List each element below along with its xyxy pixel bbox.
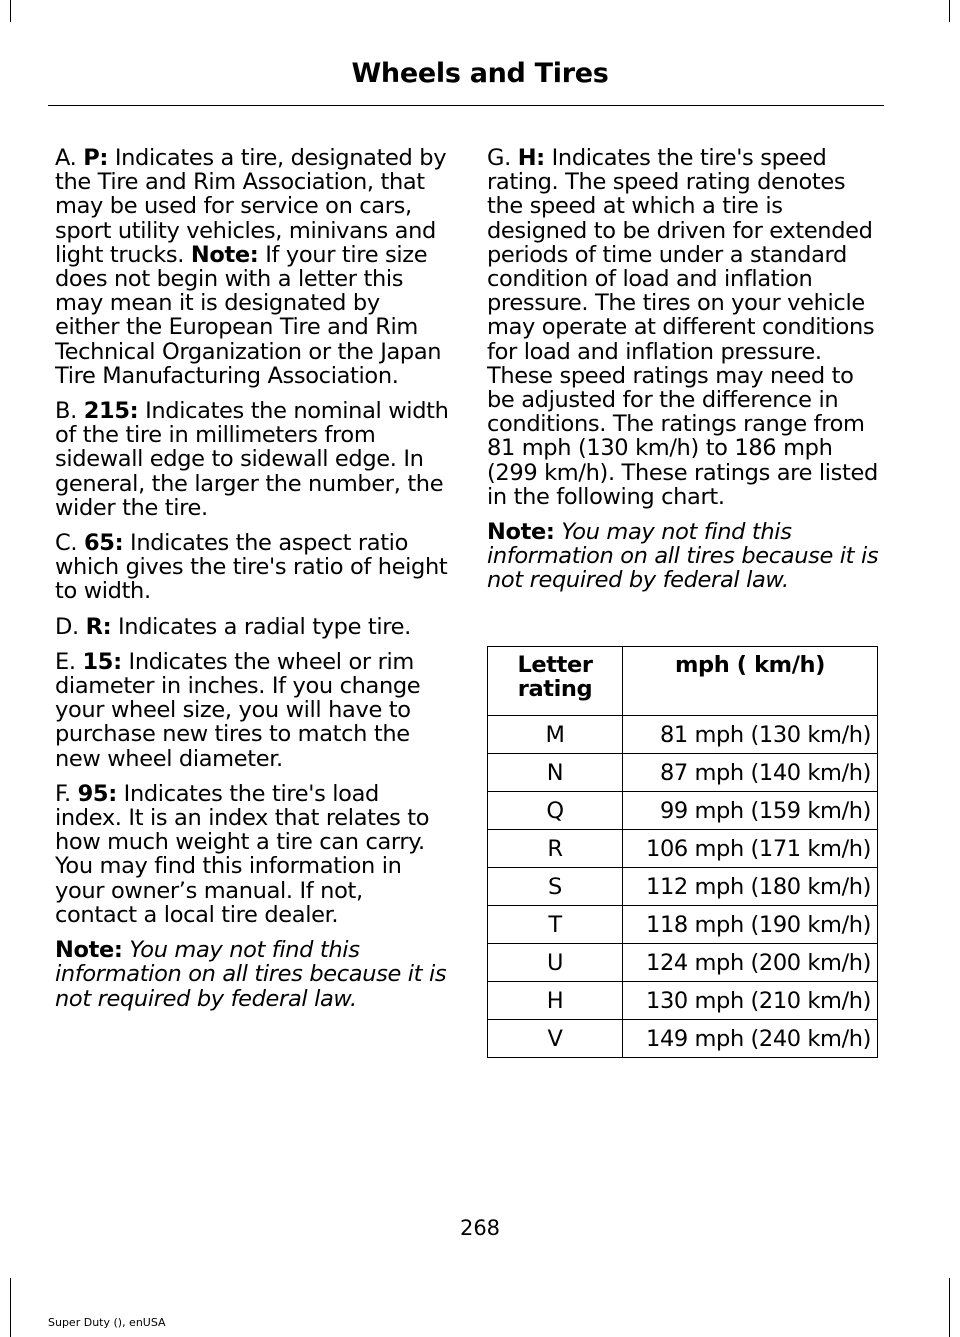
header-letter-rating: Letter rating bbox=[488, 647, 623, 716]
item-c bbox=[55, 531, 450, 604]
table-row bbox=[488, 868, 878, 906]
item-d bbox=[55, 615, 450, 639]
item-e bbox=[55, 650, 450, 771]
note-term: Note: bbox=[487, 519, 555, 546]
item-g bbox=[487, 146, 882, 509]
speed-cell: 149 mph (240 km/h) bbox=[623, 1020, 878, 1058]
speed-cell: 118 mph (190 km/h) bbox=[623, 906, 878, 944]
item-term: 95: bbox=[77, 780, 117, 807]
item-text: Indicates a radial type tire. bbox=[111, 613, 411, 640]
item-term: 15: bbox=[82, 648, 122, 675]
speed-cell: 112 mph (180 km/h) bbox=[623, 868, 878, 906]
note-term: Note: bbox=[55, 937, 123, 964]
crop-mark-bottom-right bbox=[949, 1278, 950, 1337]
page-title: Wheels and Tires bbox=[351, 58, 609, 89]
note-right bbox=[487, 520, 882, 593]
item-term: P: bbox=[83, 145, 109, 171]
item-prefix: B. bbox=[55, 398, 84, 425]
item-text: Indicates the nominal width of the tire in millimeters from sidewall edge to sidewall edge. In general, the larger the number, the wider the tire. bbox=[55, 398, 449, 521]
table-row bbox=[488, 982, 878, 1020]
speed-cell: 130 mph (210 km/h) bbox=[623, 982, 878, 1020]
letter-cell: T bbox=[488, 906, 623, 944]
letter-cell: V bbox=[488, 1020, 623, 1058]
speed-rating-table bbox=[487, 646, 878, 1058]
footer-text: Super Duty (), enUSA bbox=[48, 1316, 166, 1329]
item-term: H: bbox=[517, 145, 545, 171]
speed-cell: 106 mph (171 km/h) bbox=[623, 830, 878, 868]
letter-cell: H bbox=[488, 982, 623, 1020]
note-text: You may not find this information on all tires because it is not required by federal law. bbox=[487, 519, 879, 594]
crop-mark-top-right bbox=[949, 0, 950, 22]
right-column bbox=[487, 146, 882, 604]
item-b bbox=[55, 399, 450, 520]
table-header-row bbox=[488, 647, 878, 716]
item-text: Indicates the tire's speed rating. The speed rating denotes the speed at which a tire is designed to be driven for extended periods of time under a standard condition of load and inflation pressure. The tires on your vehicle may operate at different conditions for load and inflation pressure. These speed ratings may need to be adjusted for the difference in conditions. The ratings range from 81 mph (130 km/h) to 186 mph (299 km/h). These ratings are listed in the following chart. bbox=[487, 145, 878, 510]
table-row bbox=[488, 944, 878, 982]
header-speed: mph ( km/h) bbox=[623, 647, 878, 716]
letter-cell: S bbox=[488, 868, 623, 906]
item-text: Indicates the wheel or rim diameter in inches. If you change your wheel size, you will have to purchase new tires to match the new wheel diameter. bbox=[55, 648, 421, 772]
item-prefix: G. bbox=[487, 145, 518, 171]
letter-cell: N bbox=[488, 754, 623, 792]
item-prefix: F. bbox=[55, 780, 78, 807]
speed-cell: 99 mph (159 km/h) bbox=[623, 792, 878, 830]
inline-note-term: Note: bbox=[190, 241, 259, 268]
table-row bbox=[488, 830, 878, 868]
inline-note-text: If your tire size does not begin with a letter this may mean it is designated by either the European Tire and Rim Technical Organization or the Japan Tire Manufacturing Association. bbox=[55, 241, 442, 389]
table-row bbox=[488, 1020, 878, 1058]
speed-cell: 124 mph (200 km/h) bbox=[623, 944, 878, 982]
item-prefix: E. bbox=[55, 648, 83, 675]
table-row bbox=[488, 906, 878, 944]
item-text: Indicates a tire, designated by the Tire and Rim Association, that may be used for service on cars, sport utility vehicles, minivans and light trucks. bbox=[55, 145, 447, 268]
letter-cell: R bbox=[488, 830, 623, 868]
crop-mark-bottom-left bbox=[10, 1278, 11, 1337]
item-a bbox=[55, 146, 450, 388]
table-row bbox=[488, 792, 878, 830]
letter-cell: U bbox=[488, 944, 623, 982]
page-number: 268 bbox=[459, 1216, 501, 1240]
table-row bbox=[488, 754, 878, 792]
item-prefix: A. bbox=[55, 145, 84, 171]
letter-cell: Q bbox=[488, 792, 623, 830]
item-term: 215: bbox=[83, 398, 139, 425]
item-prefix: C. bbox=[55, 530, 84, 557]
letter-cell: M bbox=[488, 716, 623, 754]
item-term: 65: bbox=[83, 530, 124, 557]
item-term: R: bbox=[85, 613, 112, 640]
item-f bbox=[55, 782, 450, 927]
speed-cell: 87 mph (140 km/h) bbox=[623, 754, 878, 792]
left-column bbox=[55, 146, 450, 1022]
crop-mark-top-left bbox=[10, 0, 11, 22]
item-text: Indicates the aspect ratio which gives the tire's ratio of height to width. bbox=[55, 530, 448, 605]
note-left bbox=[55, 938, 450, 1011]
table-row bbox=[488, 716, 878, 754]
item-text: Indicates the tire's load index. It is an index that relates to how much weight a tire can carry. You may find this information in your owner’s manual. If not, contact a local tire dealer. bbox=[55, 780, 430, 928]
note-text: You may not find this information on all tires because it is not required by federal law. bbox=[55, 937, 447, 1012]
item-prefix: D. bbox=[55, 613, 86, 640]
header-divider bbox=[48, 105, 884, 106]
speed-cell: 81 mph (130 km/h) bbox=[623, 716, 878, 754]
